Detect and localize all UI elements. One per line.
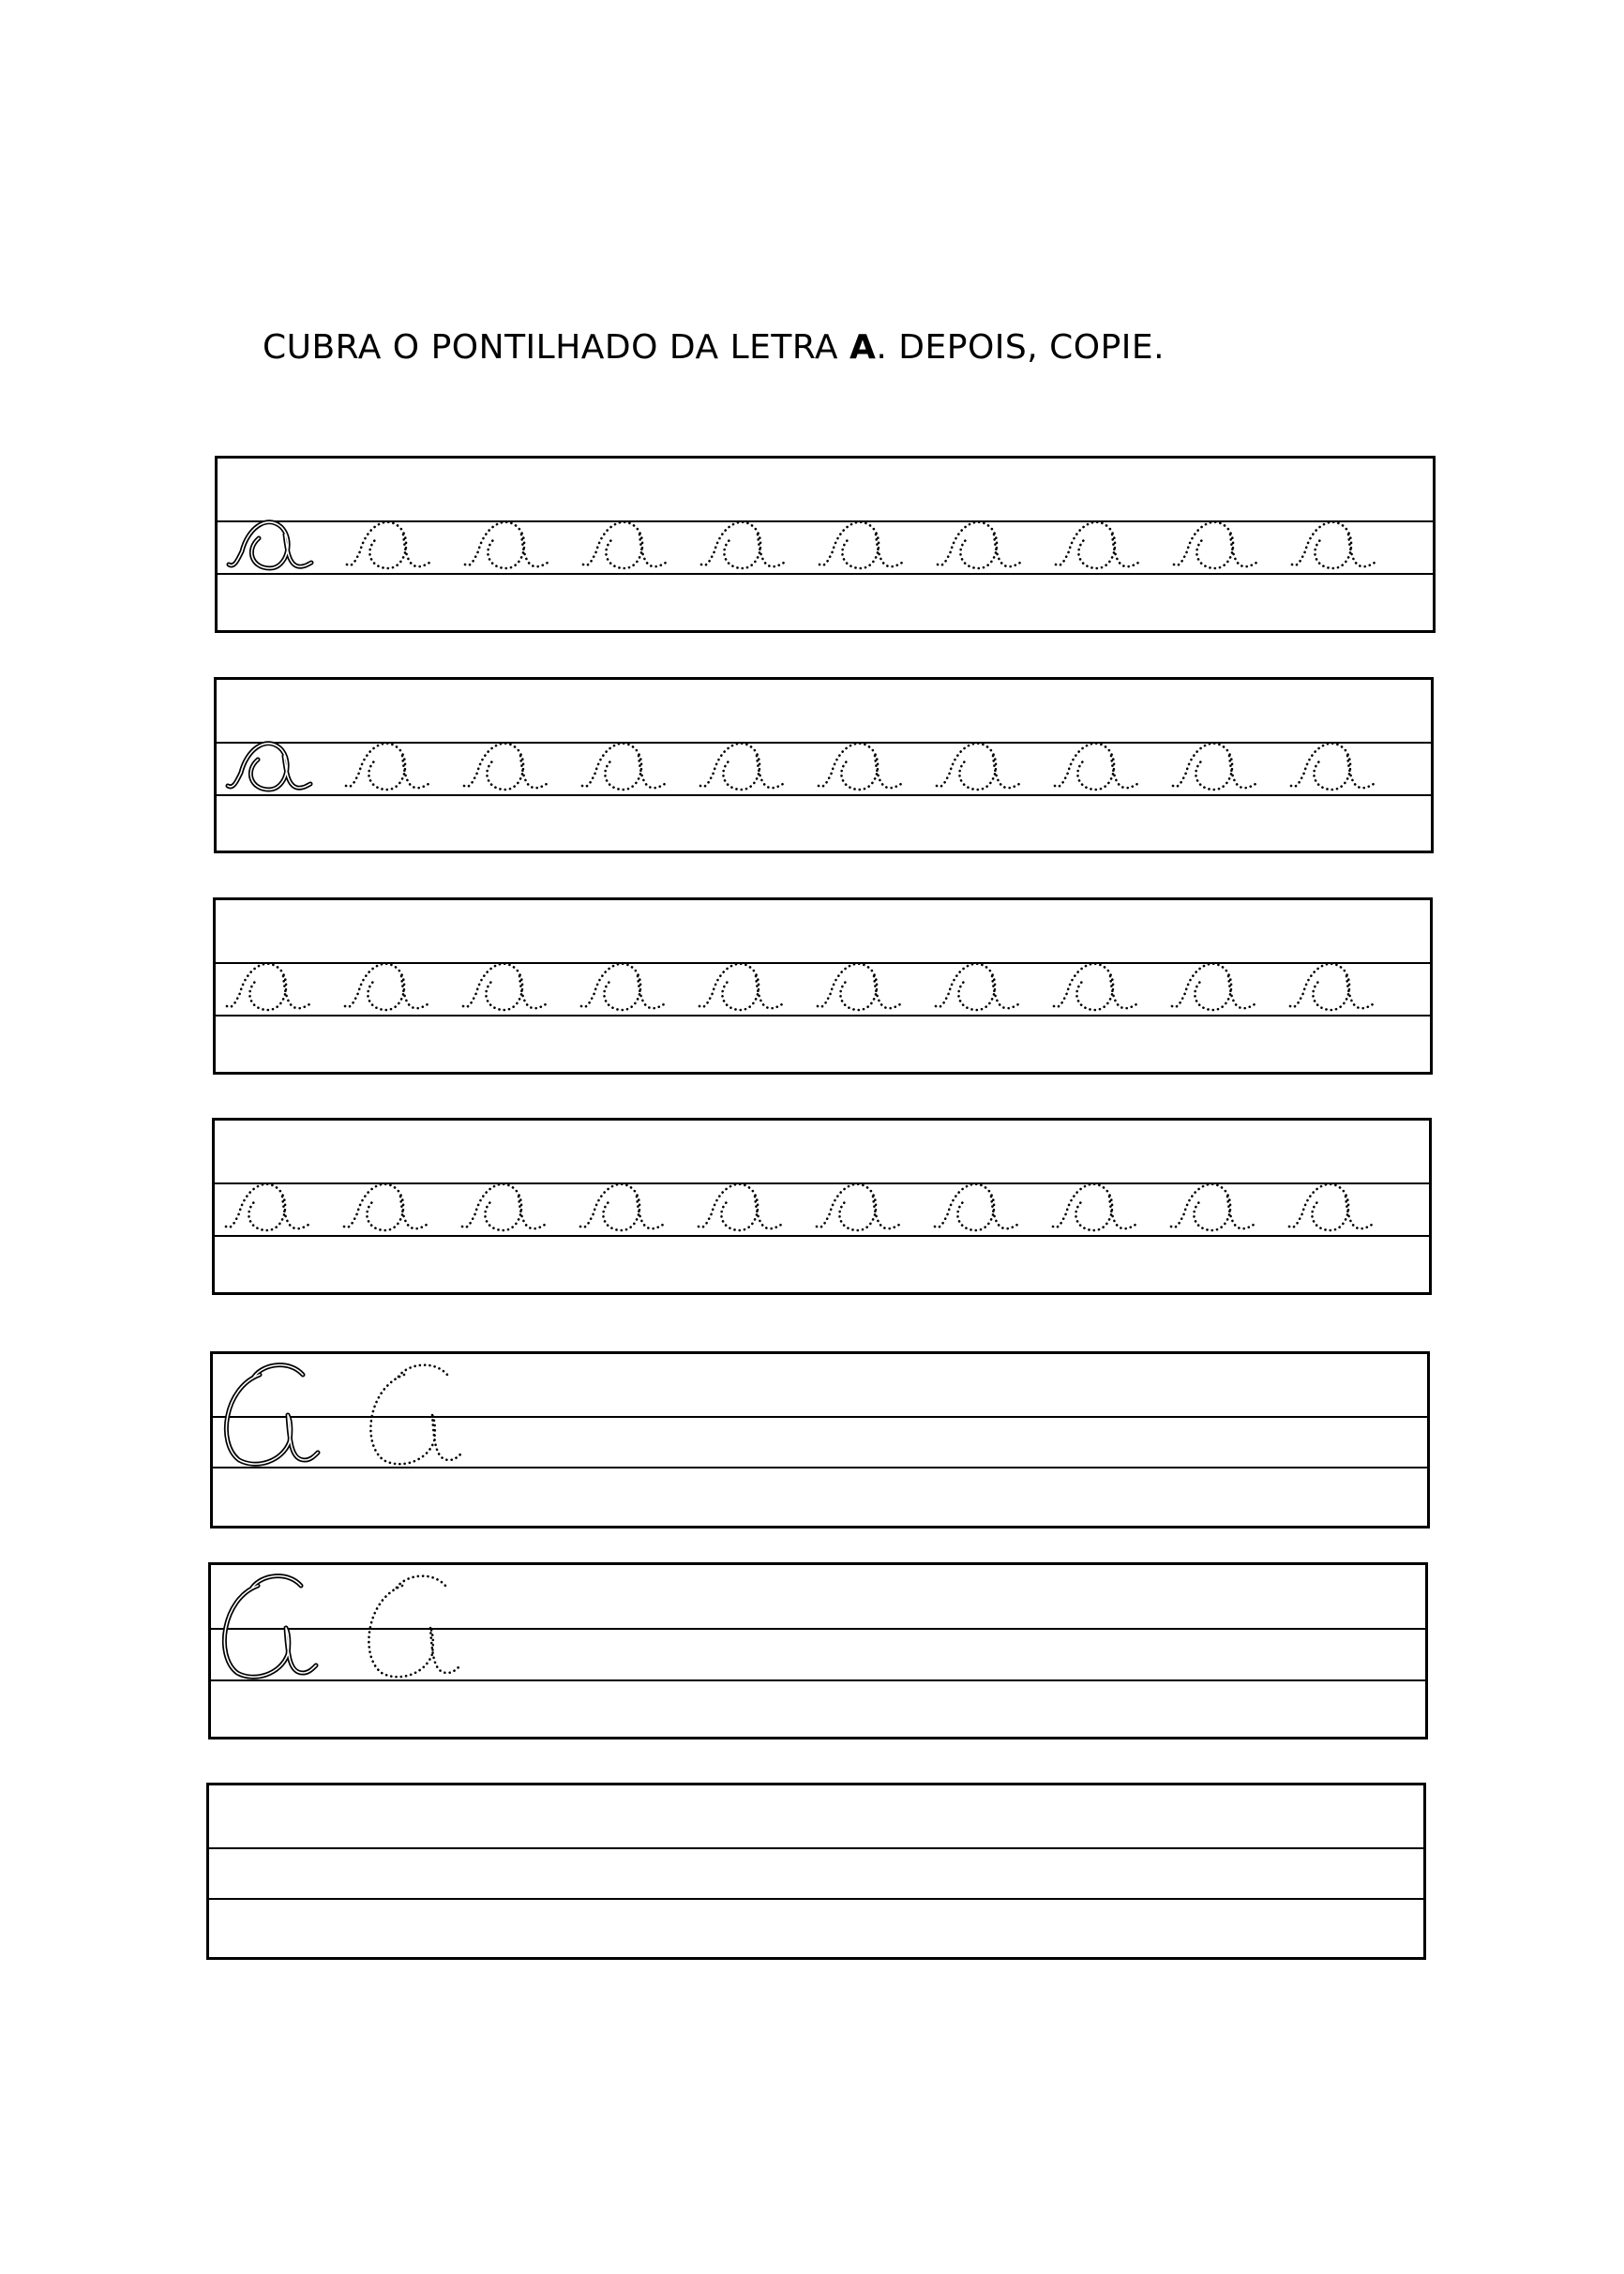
letter-a-dotted bbox=[819, 744, 901, 790]
letter-a-dotted bbox=[1173, 744, 1256, 790]
letter-a-dotted bbox=[345, 964, 428, 1010]
letter-stroke-area bbox=[218, 459, 1433, 630]
practice-row bbox=[213, 897, 1433, 1075]
letter-a-dotted bbox=[582, 744, 665, 790]
letter-a-dotted bbox=[344, 1184, 427, 1230]
practice-row bbox=[206, 1783, 1426, 1960]
letter-a-dotted bbox=[699, 964, 782, 1010]
letter-stroke-area bbox=[215, 1121, 1429, 1292]
letter-a-dotted bbox=[581, 964, 664, 1010]
letter-a-dotted bbox=[346, 744, 429, 790]
practice-row bbox=[214, 677, 1434, 853]
letter-a-dotted bbox=[583, 522, 666, 568]
letter-a-dotted bbox=[226, 1184, 308, 1230]
letter-a-dotted bbox=[1055, 744, 1137, 790]
letter-a-dotted bbox=[935, 1184, 1017, 1230]
letter-a-dotted bbox=[462, 1184, 545, 1230]
letter-a-dotted bbox=[817, 1184, 899, 1230]
practice-row bbox=[212, 1118, 1432, 1295]
letter-a-dotted bbox=[1290, 964, 1373, 1010]
letter-a-solid bbox=[229, 522, 311, 568]
letter-a-dotted bbox=[700, 744, 783, 790]
letter-a-solid-outline bbox=[228, 744, 310, 790]
capital-a-dotted bbox=[370, 1365, 462, 1465]
letter-a-solid-outline bbox=[229, 522, 311, 568]
letter-a-dotted bbox=[465, 522, 548, 568]
instruction-letter: A bbox=[850, 328, 877, 367]
letter-a-dotted bbox=[701, 522, 784, 568]
practice-row bbox=[208, 1562, 1428, 1739]
instruction-part-2: . DEPOIS, COPIE. bbox=[876, 328, 1165, 367]
letter-stroke-area bbox=[213, 1354, 1427, 1526]
letter-stroke-area bbox=[217, 680, 1431, 851]
letter-a-dotted bbox=[1054, 964, 1136, 1010]
capital-a-solid bbox=[224, 1576, 316, 1678]
letter-a-solid bbox=[228, 744, 310, 790]
letter-a-dotted bbox=[1289, 1184, 1372, 1230]
practice-row bbox=[215, 456, 1436, 633]
letter-stroke-area bbox=[216, 900, 1430, 1072]
letter-a-dotted bbox=[1172, 964, 1255, 1010]
instruction-part-1: CUBRA O PONTILHADO DA LETRA bbox=[263, 328, 850, 367]
letter-stroke-area bbox=[211, 1565, 1425, 1737]
letter-stroke-area bbox=[209, 1785, 1423, 1957]
letter-a-dotted bbox=[938, 522, 1020, 568]
letter-a-dotted bbox=[1053, 1184, 1135, 1230]
letter-a-dotted bbox=[936, 964, 1018, 1010]
instruction-text bbox=[263, 328, 1165, 367]
letter-a-dotted bbox=[818, 964, 900, 1010]
letter-a-dotted bbox=[580, 1184, 663, 1230]
letter-a-dotted bbox=[820, 522, 902, 568]
letter-a-dotted bbox=[347, 522, 429, 568]
capital-a-dotted bbox=[368, 1576, 460, 1678]
capital-a-solid bbox=[226, 1365, 318, 1465]
letter-a-dotted bbox=[1292, 522, 1375, 568]
capital-a-solid-outline bbox=[226, 1365, 318, 1465]
capital-a-solid-outline bbox=[224, 1576, 316, 1678]
letter-a-dotted bbox=[937, 744, 1019, 790]
letter-a-dotted bbox=[1174, 522, 1256, 568]
practice-row bbox=[210, 1351, 1430, 1529]
letter-a-dotted bbox=[1171, 1184, 1254, 1230]
letter-a-dotted bbox=[463, 964, 546, 1010]
letter-a-dotted bbox=[699, 1184, 781, 1230]
letter-a-dotted bbox=[1056, 522, 1138, 568]
letter-a-dotted bbox=[227, 964, 309, 1010]
letter-a-dotted bbox=[1291, 744, 1374, 790]
letter-a-dotted bbox=[464, 744, 547, 790]
